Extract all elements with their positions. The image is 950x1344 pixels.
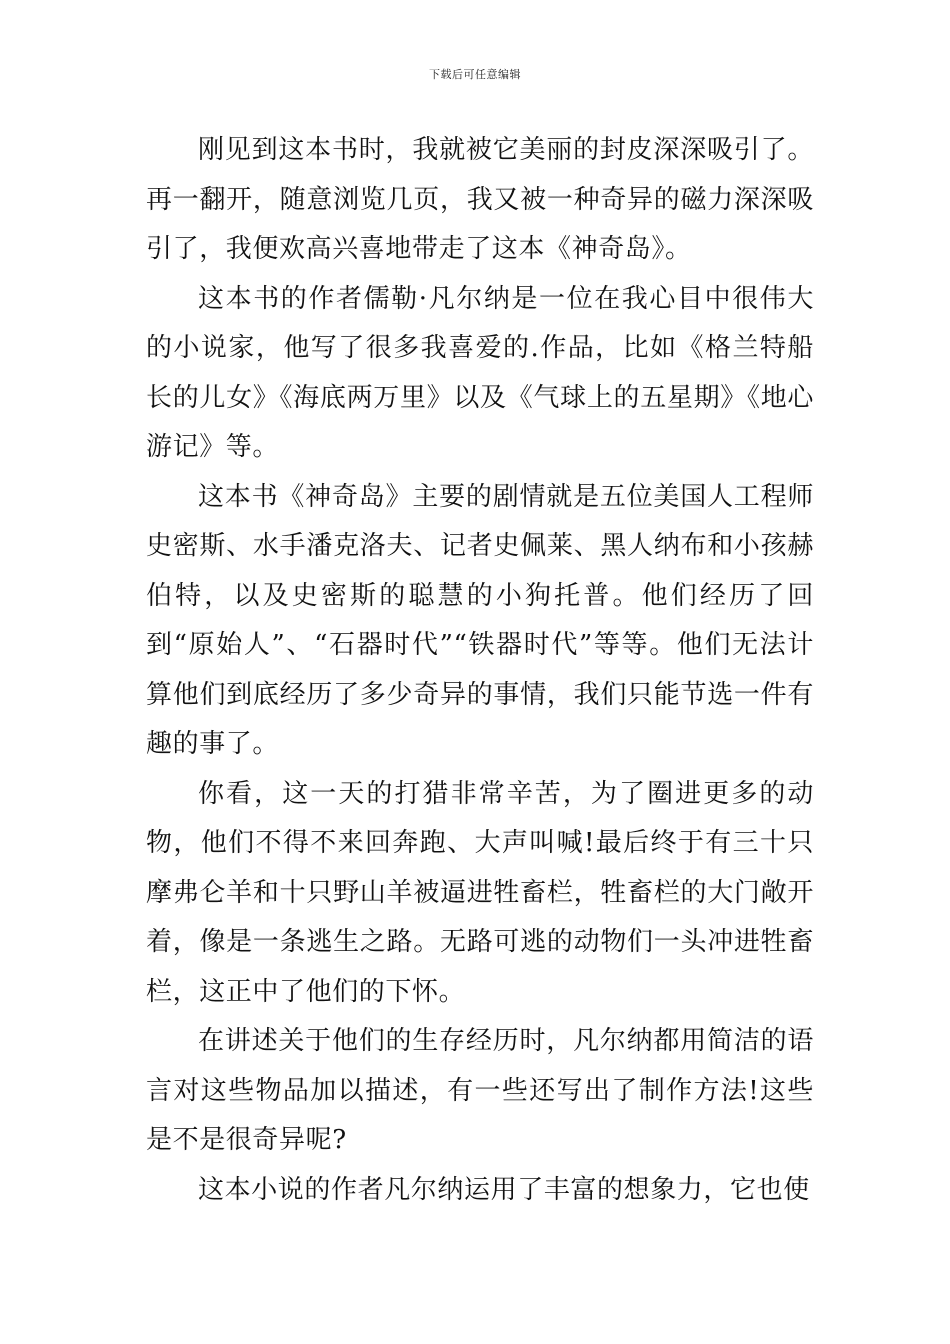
paragraph-3: 这本书《神奇岛》主要的剧情就是五位美国人工程师史密斯、水手潘克洛夫、记者史佩莱、黑人纳布和小孩赫伯特，以及史密斯的聪慧的小狗托普。他们经历了回到“原始人”、“石器时代”“铁器时代”等等。他们无法计算他们到底经历了多少奇异的事情，我们只能节选一件有趣的事了。: [146, 481, 814, 759]
document-body: [146, 126, 814, 1215]
paragraph-2: 这本书的作者儒勒·凡尔纳是一位在我心目中很伟大的小说家，他写了很多我喜爱的.作品，比如《格兰特船长的儿女》《海底两万里》以及《气球上的五星期》《地心游记》等。: [146, 283, 814, 462]
paragraph-1: 刚见到这本书时，我就被它美丽的封皮深深吸引了。再一翻开，随意浏览几页，我又被一种奇异的磁力深深吸引了，我便欢高兴喜地带走了这本《神奇岛》。: [146, 135, 814, 264]
paragraph-4: 你看，这一天的打猎非常辛苦，为了圈进更多的动物，他们不得不来回奔跑、大声叫喊!最后终于有三十只摩弗仑羊和十只野山羊被逼进牲畜栏，牲畜栏的大门敞开着，像是一条逃生之路。无路可逃的动物们一头冲进牲畜栏，这正中了他们的下怀。: [146, 778, 814, 1007]
paragraph-6: 这本小说的作者凡尔纳运用了丰富的想象力，它也使: [198, 1174, 810, 1205]
header-note: 下载后可任意编辑: [429, 68, 521, 81]
paragraph-5: 在讲述关于他们的生存经历时，凡尔纳都用简洁的语言对这些物品加以描述，有一些还写出了制作方法!这些是不是很奇异呢?: [146, 1026, 814, 1155]
